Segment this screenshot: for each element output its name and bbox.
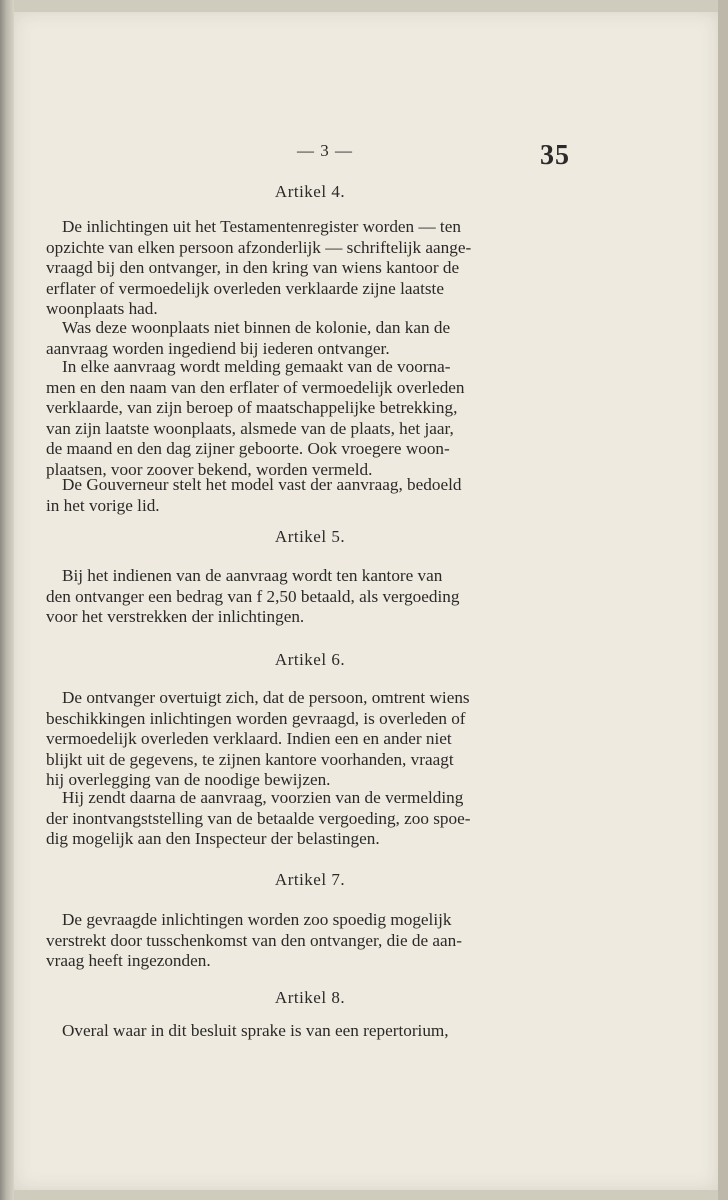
article-6-paragraph-1 bbox=[46, 688, 572, 791]
text-line: de maand en den dag zijner geboorte. Ook vroegere woon- bbox=[46, 439, 450, 458]
text-line: plaatsen, voor zoover bekend, worden vermeld. bbox=[46, 459, 373, 479]
text-line: van zijn laatste woonplaats, alsmede van de plaats, het jaar, bbox=[46, 418, 454, 438]
page-number: — 3 — bbox=[297, 141, 353, 160]
article-4-paragraph-3 bbox=[46, 357, 572, 480]
text-line: men en den naam van den erflater of vermoedelijk overleden bbox=[46, 377, 465, 397]
text-line: aanvraag worden ingediend bij iederen ontvanger. bbox=[46, 338, 390, 358]
article-6-heading: Artikel 6. bbox=[274, 650, 346, 669]
binding-edge bbox=[0, 0, 14, 1200]
text-line: In elke aanvraag wordt melding gemaakt van de voorna- bbox=[62, 357, 451, 376]
article-5-paragraph-1 bbox=[46, 566, 572, 628]
text-line: den ontvanger een bedrag van f 2,50 betaald, als vergoeding bbox=[46, 586, 460, 606]
article-4-heading: Artikel 4. bbox=[274, 182, 346, 201]
article-4-paragraph-1 bbox=[46, 217, 572, 320]
text-line: vermoedelijk overleden verklaard. Indien een en ander niet bbox=[46, 729, 452, 748]
text-line: Bij het indienen van de aanvraag wordt ten kantore van bbox=[62, 566, 443, 585]
article-7-paragraph-1 bbox=[46, 910, 572, 972]
article-6-paragraph-2 bbox=[46, 788, 572, 850]
folio-number: 35 bbox=[540, 140, 570, 171]
article-8-paragraph-1 bbox=[46, 1021, 572, 1042]
article-4-paragraph-4 bbox=[46, 475, 572, 516]
text-line: beschikkingen inlichtingen worden gevraagd, is overleden of bbox=[46, 708, 466, 728]
text-line: hij overlegging van de noodige bewijzen. bbox=[46, 770, 331, 789]
text-line: vraag heeft ingezonden. bbox=[46, 951, 211, 970]
text-line: der inontvangststelling van de betaalde vergoeding, zoo spoe- bbox=[46, 808, 471, 828]
text-line: De ontvanger overtuigt zich, dat de persoon, omtrent wiens bbox=[62, 688, 470, 707]
text-line: verklaarde, van zijn beroep of maatschappelijke betrekking, bbox=[46, 398, 458, 417]
page-edge bbox=[718, 0, 728, 1200]
text-line: Overal waar in dit besluit sprake is van een repertorium, bbox=[62, 1021, 449, 1040]
text-line: woonplaats had. bbox=[46, 299, 158, 318]
text-line: verstrekt door tusschenkomst van den ontvanger, die de aan- bbox=[46, 930, 462, 950]
article-8-heading: Artikel 8. bbox=[274, 988, 346, 1007]
text-line: De inlichtingen uit het Testamentenregister worden — ten bbox=[62, 217, 461, 236]
text-line: De gevraagde inlichtingen worden zoo spoedig mogelijk bbox=[62, 910, 452, 929]
article-7-heading: Artikel 7. bbox=[274, 870, 346, 889]
text-line: De Gouverneur stelt het model vast der aanvraag, bedoeld bbox=[62, 475, 462, 494]
text-line: voor het verstrekken der inlichtingen. bbox=[46, 607, 305, 626]
text-line: vraagd bij den ontvanger, in den kring van wiens kantoor de bbox=[46, 258, 460, 277]
text-line: blijkt uit de gegevens, te zijnen kantore voorhanden, vraagt bbox=[46, 749, 454, 769]
text-line: opzichte van elken persoon afzonderlijk — schriftelijk aange- bbox=[46, 237, 472, 257]
article-5-heading: Artikel 5. bbox=[274, 527, 346, 546]
text-line: erflater of vermoedelijk overleden verklaarde zijne laatste bbox=[46, 278, 444, 298]
text-line: Hij zendt daarna de aanvraag, voorzien van de vermelding bbox=[62, 788, 464, 807]
text-line: Was deze woonplaats niet binnen de kolonie, dan kan de bbox=[62, 318, 451, 337]
text-line: in het vorige lid. bbox=[46, 495, 160, 515]
text-line: dig mogelijk aan den Inspecteur der belastingen. bbox=[46, 829, 380, 848]
article-4-paragraph-2 bbox=[46, 318, 572, 359]
